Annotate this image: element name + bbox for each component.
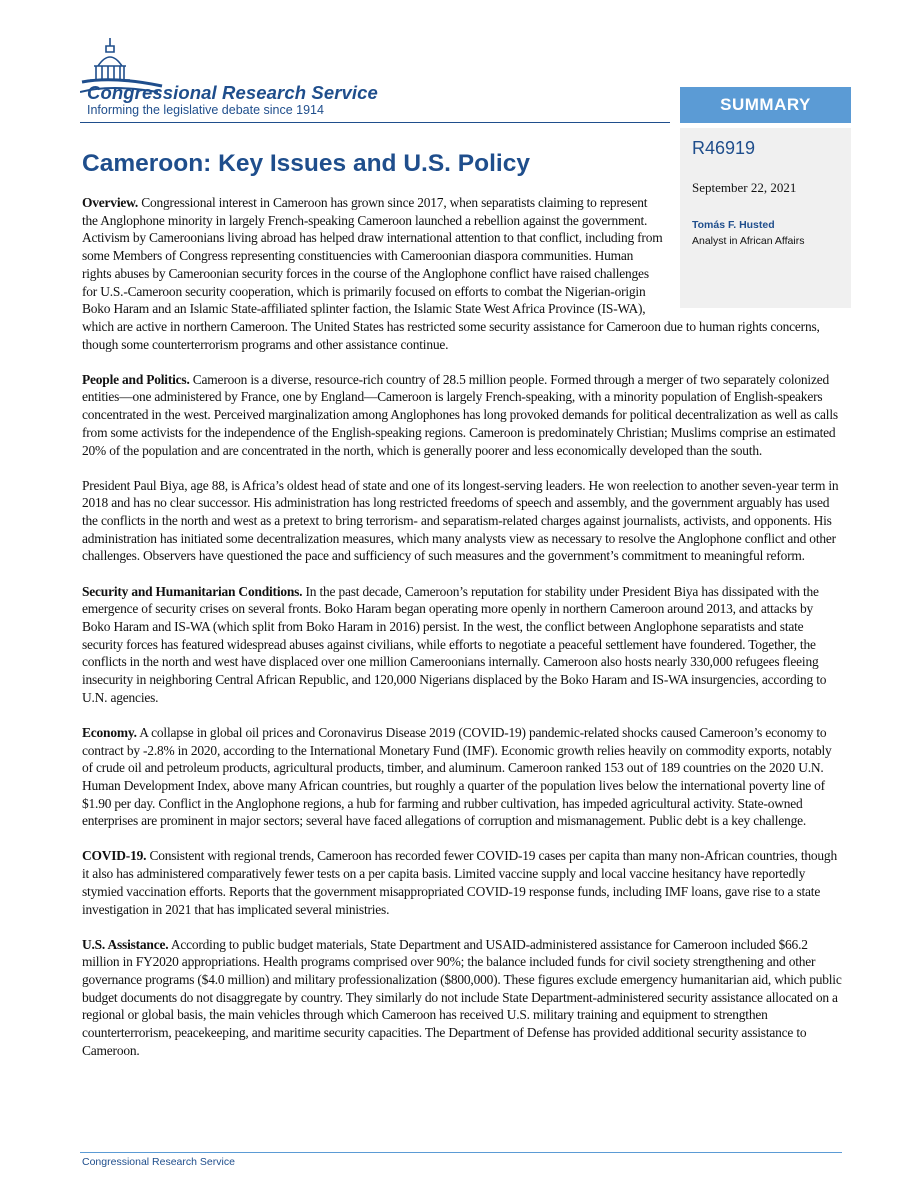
- section-people-politics: [82, 371, 842, 460]
- page-title: Cameroon: Key Issues and U.S. Policy: [82, 150, 530, 177]
- section-economy: [82, 724, 842, 830]
- section-heading: COVID-19.: [82, 848, 147, 864]
- footer-text: Congressional Research Service: [82, 1156, 235, 1168]
- summary-body: [82, 194, 842, 1077]
- section-covid: [82, 847, 842, 918]
- org-tagline: Informing the legislative debate since 1914: [87, 103, 324, 117]
- sidebar-spacer: [664, 194, 842, 310]
- section-text: President Paul Biya, age 88, is Africa’s oldest head of state and one of its longest-serving leaders. He won reelection to another seven-year term in 2018 and has no clear successor. His administration has long restricted freedoms of speech and assembly, and the government arguably has used the conflicts in the north and west as a pretext to bring terrorism- and separatism-related charges against journalists, activists, and opponents. His administration has initiated some decentralization measures, which many analysts view as necessary to resolve the Anglophone conflict and other challenges. Observers have questioned the pace and sufficiency of such measures and the government’s commitment to meaningful reform.: [82, 477, 839, 564]
- section-text: Congressional interest in Cameroon has grown since 2017, when separatists claiming to represent the Anglophone minority in largely French-speaking Cameroon launched a rebellion against the government. Activism by Cameroonians living abroad has helped draw international attention to that conflict, including from some Members of Congress representing constituencies with Cameroonian diaspora communities. Human rights abuses by Cameroonian security forces in the course of the Anglophone conflict have raised challenges for U.S.-Cameroon security cooperation, which is primarily focused on efforts to combat the Nigerian-origin Boko Haram and an Islamic State-affiliated splinter faction, the Islamic State West Africa Province (IS-WA), which are active in northern Cameroon. The United States has restricted some security assistance for Cameroon due to human rights concerns, though some counterterrorism programs and other assistance continue.: [82, 195, 820, 352]
- author-title: Analyst in African Affairs: [692, 235, 805, 247]
- section-heading: U.S. Assistance.: [82, 936, 169, 952]
- section-security: [82, 583, 842, 707]
- section-heading: Security and Humanitarian Conditions.: [82, 583, 303, 599]
- section-heading: Overview.: [82, 195, 139, 210]
- header-divider: [80, 122, 670, 123]
- section-us-assistance: [82, 936, 842, 1060]
- section-president: [82, 477, 842, 566]
- report-number: R46919: [692, 138, 756, 158]
- footer-divider: [80, 1152, 842, 1153]
- section-heading: People and Politics.: [82, 371, 190, 387]
- section-text: Cameroon is a diverse, resource-rich country of 28.5 million people. Formed through a merger of two separately colonized entities—one administered by France, one by England—Cameroon is largely French-speaking, with a minority population of English-speakers concentrated in the west. Perceived marginalization among Anglophones has long provoked demands for political decentralization as well as calls from some activists for the independence of the English-speaking regions. Cameroon is predominately Christian; Muslims comprise an estimated 20% of the population and are concentrated in the north, which is generally poorer and less economically developed than the south.: [82, 371, 838, 458]
- section-text: A collapse in global oil prices and Coronavirus Disease 2019 (COVID-19) pandemic-related shocks caused Cameroon’s economy to contract by -2.8% in 2020, according to the International Monetary Fund (IMF). Economic growth relies heavily on commodity exports, notably of crude oil and petroleum products, agricultural products, timber, and aluminum. Cameroon ranked 153 out of 189 countries on the 2020 U.N. Human Development Index, above many African countries, but roughly a quarter of the population lives below the international poverty line of $1.90 per day. Conflict in the Anglophone regions, a hub for farming and rubber cultivation, has impeded agricultural activity. State-owned enterprises are prominent in major sectors; several have faced allegations of corruption and mismanagement. Public debt is a key challenge.: [82, 724, 832, 829]
- section-text: According to public budget materials, State Department and USAID-administered assistance for Cameroon included $66.2 million in FY2020 appropriations. Health programs comprised over 90%; the balance included funds for civil society strengthening and other governance programs ($4.0 million) and military professionalization ($800,000). These figures exclude emergency humanitarian aid, which public budget documents do not disaggregate by country. They similarly do not include State Department-administered security assistance allocated on a regional or global basis, the main vehicles through which Cameroon has received U.S. military training and equipment to strengthen counterterrorism, peacekeeping, and maritime security capacities. The Department of Defense has provided additional security assistance to Cameroon.: [82, 936, 842, 1058]
- report-date: September 22, 2021: [692, 180, 797, 195]
- section-heading: Economy.: [82, 724, 137, 740]
- section-text: In the past decade, Cameroon’s reputation for stability under President Biya has dissipated with the emergence of security crises on several fronts. Boko Haram began operating more openly in northern Cameroon around 2013, and attacks by Boko Haram and IS-WA (which split from Boko Haram in 2016) persist. In the west, the conflict between Anglophone separatists and state security forces has featured widespread abuses against civilians, while efforts to negotiate a peaceful settlement have foundered. Together, the conflicts in the north and west have displaced over one million Cameroonians internally. Cameroon also hosts nearly 330,000 refugees fleeing insecurity in neighboring Central African Republic, and 120,000 Nigerians displaced by the Boko Haram and IS-WA insurgencies, according to U.N. agencies.: [82, 583, 827, 705]
- summary-tab: SUMMARY: [680, 87, 851, 123]
- section-text: Consistent with regional trends, Cameroon has recorded fewer COVID-19 cases per capita than many non-African countries, though it also has administered comparatively fewer tests on a per capita basis. Limited vaccine supply and local vaccine hesitancy have reportedly stymied vaccination efforts. Reports that the government misappropriated COVID-19 response funds, including IMF loans, gave rise to a state investigation in 2021 that has implicated several ministries.: [82, 848, 837, 917]
- org-name: Congressional Research Service: [87, 82, 378, 103]
- author-name: Tomás F. Husted: [692, 219, 775, 231]
